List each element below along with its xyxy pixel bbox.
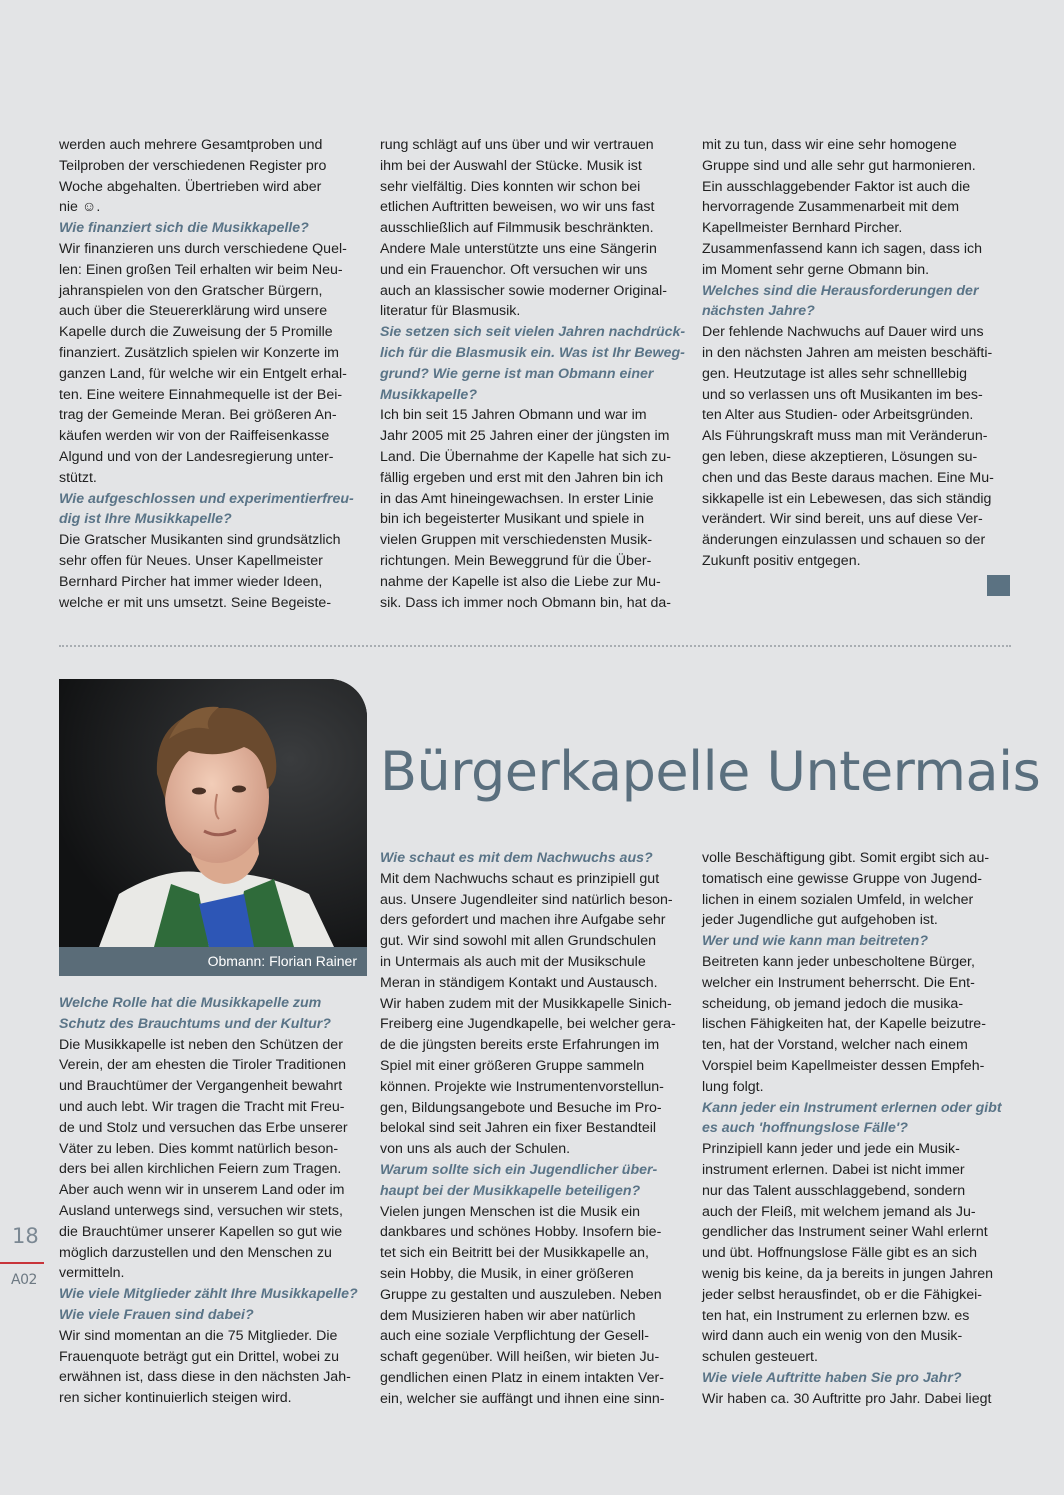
text-line: nahme der Kapelle ist also die Liebe zur Mu- <box>380 573 661 590</box>
text-line: welche er mit uns umsetzt. Seine Begeiste- <box>59 594 332 611</box>
text-line: tomatisch eine gewisse Gruppe von Jugend- <box>702 870 982 887</box>
text-line: Wir haben zudem mit der Musikkapelle Sinich- <box>380 995 672 1012</box>
text-line: und ein Frauenchor. Oft versuchen wir uns <box>380 261 648 278</box>
question-line: lich für die Blasmusik ein. Was ist Ihr Beweg- <box>380 344 685 361</box>
question-line: Welches sind die Herausforderungen der <box>702 282 979 299</box>
text-line: lung folgt. <box>702 1078 764 1095</box>
question-line: Schutz des Brauchtums und der Kultur? <box>59 1015 331 1032</box>
text-line: ten, hat der Vorstand, welcher nach einem <box>702 1037 968 1054</box>
text-line: in den nächsten Jahren am meisten beschäfti- <box>702 344 993 361</box>
text-line: scheidung, ob jemand jedoch die musika- <box>702 995 964 1012</box>
bottom-column-1 <box>59 993 358 1409</box>
end-of-article-square <box>987 575 1010 596</box>
question-line: Wie viele Auftritte haben Sie pro Jahr? <box>702 1369 962 1386</box>
page-number-rule <box>0 1262 44 1264</box>
text-line: Als Führungskraft muss man mit Veränderun- <box>702 428 988 445</box>
text-line: Andere Male unterstützte uns eine Sängerin <box>380 240 657 257</box>
text-line: Verein, der am ehesten die Tiroler Traditionen <box>59 1057 347 1074</box>
text-line: käufen werden wir von der Raiffeisenkasse <box>59 428 330 445</box>
text-line: ganzen Land, für welche wir ein Entgelt erhal- <box>59 365 347 382</box>
text-line: Ich bin seit 15 Jahren Obmann und war im <box>380 407 647 424</box>
text-line: gen. Heutzutage ist alles sehr schnelllebig <box>702 365 967 382</box>
text-line: Land. Die Übernahme der Kapelle hat sich zu- <box>380 448 672 465</box>
text-line: etlichen Auftritten beweisen, wo wir uns fast <box>380 199 655 216</box>
text-line: ein, welcher sie auffängt und ihnen eine sinn- <box>380 1390 665 1407</box>
text-line: instrument erlernen. Dabei ist nicht immer <box>702 1161 965 1178</box>
text-line: ten. Eine weitere Einnahmequelle ist der Bei- <box>59 386 343 403</box>
text-line: gendlichen einen Platz in einem intakten Ver- <box>380 1369 664 1386</box>
text-line: sikkapelle ist ein Lebewesen, das sich ständig <box>702 490 992 507</box>
text-line: nie ☺. <box>59 199 101 216</box>
text-line: Die Musikkapelle ist neben den Schützen der <box>59 1036 343 1053</box>
bottom-column-2 <box>380 848 676 1410</box>
text-line: Der fehlende Nachwuchs auf Dauer wird uns <box>702 324 984 341</box>
text-line: und übt. Hoffnungslose Fälle gibt es an sich <box>702 1245 977 1262</box>
text-line: Wir sind momentan an die 75 Mitglieder. Die <box>59 1327 338 1344</box>
text-line: auch über die Steuererklärung wird unsere <box>59 303 328 320</box>
text-line: de die jüngsten bereits erste Erfahrungen im <box>380 1037 660 1054</box>
text-line: welcher ein Instrument beherrscht. Die Ent- <box>702 974 975 991</box>
text-line: tet sich ein Beitritt bei der Musikkapelle an, <box>380 1245 649 1262</box>
text-line: und auch lebt. Wir tragen die Tracht mit Freu- <box>59 1098 345 1115</box>
top-column-2 <box>380 135 685 613</box>
text-line: jahranspielen von den Gratscher Bürgern, <box>59 282 323 299</box>
text-line: erwähnen ist, dass diese in den nächsten Jah- <box>59 1369 351 1386</box>
question-line: Wie viele Frauen sind dabei? <box>59 1306 254 1323</box>
text-line: len: Einen großen Teil erhalten wir beim Neu- <box>59 261 343 278</box>
text-line: Gruppe sind und alle sehr gut harmonieren. <box>702 157 976 174</box>
text-line: schaft gegenüber. Will heißen, wir bieten Ju- <box>380 1349 660 1366</box>
text-line: Wir haben ca. 30 Auftritte pro Jahr. Dabei liegt <box>702 1390 992 1407</box>
text-line: nur das Talent ausschlaggebend, sondern <box>702 1182 966 1199</box>
question-line: Wie finanziert sich die Musikkapelle? <box>59 220 309 237</box>
text-line: ders bei allen kirchlichen Feiern zum Tragen. <box>59 1161 342 1178</box>
question-line: Wie aufgeschlossen und experimentierfreu- <box>59 490 354 507</box>
question-line: dig ist Ihre Musikkapelle? <box>59 511 232 528</box>
text-line: gen, Bildungsangebote und Besuche im Pro- <box>380 1099 662 1116</box>
text-line: dem Musizieren haben wir aber natürlich <box>380 1307 636 1324</box>
text-line: sehr vielfältig. Dies konnten wir schon bei <box>380 178 641 195</box>
text-line: änderungen einzulassen und schauen so der <box>702 532 986 549</box>
portrait-photo <box>59 679 367 947</box>
text-line: Zukunft positiv entgegen. <box>702 552 861 569</box>
text-line: lischen Fähigkeiten hat, der Kapelle beizutre- <box>702 1016 986 1033</box>
bottom-column-3 <box>702 848 1002 1410</box>
question-line: Welche Rolle hat die Musikkapelle zum <box>59 995 322 1011</box>
text-line: in das Amt hineingewachsen. In erster Linie <box>380 490 654 507</box>
text-line: auch an klassischer sowie moderner Original- <box>380 282 668 299</box>
text-line: Meran in ständigem Kontakt und Austausch. <box>380 974 658 991</box>
text-line: chen und das Beste daraus machen. Eine Mu- <box>702 469 994 486</box>
text-line: ten Alter aus Studien- oder Arbeitsgründen. <box>702 407 974 424</box>
text-line: die Brauchtümer unserer Kapellen so gut wie <box>59 1223 343 1240</box>
text-line: jeder selbst herausfindet, ob er die Fähigkei- <box>702 1286 982 1303</box>
text-line: schulen gesteuert. <box>702 1349 818 1366</box>
text-line: ren sicher kontinuierlich steigen wird. <box>59 1390 292 1407</box>
text-line: Mit dem Nachwuchs schaut es prinzipiell gut <box>380 870 660 887</box>
text-line: in Untermais als auch mit der Musikschule <box>380 953 646 970</box>
text-line: ten hat, ein Instrument zu erlernen bzw. es <box>702 1307 970 1324</box>
text-line: wird dann auch ein wenig von den Musik- <box>702 1328 963 1345</box>
text-line: volle Beschäftigung gibt. Somit ergibt sich au- <box>702 850 990 866</box>
text-line: ihm bei der Auswahl der Stücke. Musik ist <box>380 157 642 174</box>
text-line: ders gefordert und machen ihre Aufgabe sehr <box>380 912 666 929</box>
question-line: nächsten Jahre? <box>702 303 815 320</box>
top-column-1 <box>59 135 354 613</box>
question-line: Musikkapelle? <box>380 386 477 403</box>
text-line: belokal sind seit Jahren ein fixer Bestandteil <box>380 1120 657 1137</box>
text-line: werden auch mehrere Gesamtproben und <box>59 137 323 153</box>
text-line: finanziert. Zusätzlich spielen wir Konzerte im <box>59 344 339 361</box>
question-line: Wie viele Mitglieder zählt Ihre Musikkapelle? <box>59 1286 358 1303</box>
text-line: jeder Jugendliche gut aufgehoben ist. <box>702 912 938 929</box>
text-line: und Brauchtümer der Vergangenheit bewahrt <box>59 1078 343 1095</box>
text-line: Gruppe zu gestalten und auszuleben. Neben <box>380 1286 662 1303</box>
text-line: Beitreten kann jeder unbescholtene Bürger, <box>702 953 975 970</box>
text-line: Väter zu leben. Dies kommt natürlich beson- <box>59 1140 339 1157</box>
text-line: auch eine soziale Verpflichtung der Gesell- <box>380 1328 649 1345</box>
text-line: mit zu tun, dass wir eine sehr homogene <box>702 137 957 153</box>
text-line: hervorragende Zusammenarbeit mit dem <box>702 199 960 216</box>
question-line: es auch 'hoffnungslose Fälle'? <box>702 1120 908 1137</box>
section-divider <box>59 645 1011 647</box>
question-line: Wer und wie kann man beitreten? <box>702 933 928 950</box>
text-line: Die Gratscher Musikanten sind grundsätzlich <box>59 532 341 549</box>
text-line: auch der Fleiß, mit welchem jemand als Ju- <box>702 1203 976 1220</box>
text-line: sik. Dass ich immer noch Obmann bin, hat da- <box>380 594 671 611</box>
text-line: ausschließlich auf Filmmusik beschränkten. <box>380 220 654 237</box>
text-line: gen leben, diese akzeptieren, Lösungen su- <box>702 448 978 465</box>
text-line: dankbares und schönes Hobby. Insofern bie- <box>380 1224 662 1241</box>
text-line: und so verlassen uns oft Musikanten im bes- <box>702 386 983 403</box>
page-number: 18 <box>12 1224 39 1248</box>
text-line: Spiel mit einer größeren Gruppe sammeln <box>380 1057 645 1074</box>
photo-caption-bar <box>59 947 367 976</box>
text-line: stützt. <box>59 469 97 486</box>
text-line: Freiberg eine Jugendkapelle, bei welcher gera- <box>380 1016 676 1033</box>
text-line: möglich darzustellen und den Menschen zu <box>59 1244 332 1261</box>
text-line: gendlicher das Instrument seiner Wahl erlernt <box>702 1224 988 1241</box>
text-line: fällig ergeben und erst mit den Jahren bin ich <box>380 469 664 486</box>
text-line: Ein ausschlaggebender Faktor ist auch die <box>702 178 971 195</box>
text-line: vermitteln. <box>59 1265 125 1282</box>
text-line: Vielen jungen Menschen ist die Musik ein <box>380 1203 640 1220</box>
text-line: Prinzipiell kann jeder und jede ein Musik- <box>702 1141 960 1158</box>
text-line: vielen Gruppen mit verschiedensten Musik- <box>380 532 653 549</box>
text-line: Wir finanzieren uns durch verschiedene Quel- <box>59 240 347 257</box>
text-line: rung schlägt auf uns über und wir vertrauen <box>380 137 654 153</box>
text-line: Zusammenfassend kann ich sagen, dass ich <box>702 240 982 257</box>
text-line: richtungen. Mein Beweggrund für die Über- <box>380 552 652 569</box>
question-line: haupt bei der Musikkapelle beteiligen? <box>380 1182 641 1199</box>
text-line: Jahr 2005 mit 25 Jahren einer der jüngsten im <box>380 428 670 445</box>
text-line: literatur für Blasmusik. <box>380 303 521 320</box>
article-headline: Bürgerkapelle Untermais <box>380 740 1041 803</box>
text-line: Vorspiel beim Kapellmeister dessen Empfeh- <box>702 1057 985 1074</box>
text-line: sein Hobby, die Musik, in einer größeren <box>380 1265 634 1282</box>
question-line: Sie setzen sich seit vielen Jahren nachdrück- <box>380 324 686 341</box>
text-line: Woche abgehalten. Übertrieben wird aber <box>59 178 322 195</box>
text-line: Kapelle durch die Zuweisung der 5 Promille <box>59 324 333 341</box>
text-line: von uns als auch der Schulen. <box>380 1141 571 1158</box>
text-line: können. Projekte wie Instrumentenvorstellun- <box>380 1078 664 1095</box>
text-line: sehr offen für Neues. Unser Kapellmeister <box>59 552 323 569</box>
question-line: Kann jeder ein Instrument erlernen oder gibt <box>702 1099 1002 1116</box>
question-line: Wie schaut es mit dem Nachwuchs aus? <box>380 850 653 866</box>
text-line: Kapellmeister Bernhard Pircher. <box>702 220 903 237</box>
text-line: de und Stolz und versuchen das Erbe unserer <box>59 1119 348 1136</box>
photo-caption: Obmann: Florian Rainer <box>207 953 357 969</box>
text-line: Ausland unterwegs sind, versuchen wir stets, <box>59 1202 343 1219</box>
text-line: wenig bis keine, da ja bereits in jungen Jahren <box>702 1265 994 1282</box>
text-line: trag der Gemeinde Meran. Bei größeren An- <box>59 407 337 424</box>
text-line: verändert. Wir sind bereit, uns auf diese Ver- <box>702 511 983 528</box>
text-line: Teilproben der verschiedenen Register pro <box>59 157 327 174</box>
text-line: Frauenquote beträgt gut ein Drittel, wobei zu <box>59 1348 339 1365</box>
text-line: lichen in einem sozialen Umfeld, in welcher <box>702 891 974 908</box>
text-line: gut. Wir sind sowohl mit allen Grundschulen <box>380 933 656 950</box>
question-line: Warum sollte sich ein Jugendlicher über- <box>380 1161 658 1178</box>
question-line: grund? Wie gerne ist man Obmann einer <box>380 365 654 382</box>
text-line: Aber auch wenn wir in unserem Land oder im <box>59 1182 345 1199</box>
text-line: bin ich begeisterter Musikant und spiele in <box>380 511 645 528</box>
issue-code: A02 <box>11 1272 37 1288</box>
text-line: aus. Unsere Jugendleiter sind natürlich beson- <box>380 891 673 908</box>
top-column-3 <box>702 135 994 572</box>
text-line: Bernhard Pircher hat immer wieder Ideen, <box>59 573 323 590</box>
text-line: im Moment sehr gerne Obmann bin. <box>702 261 930 278</box>
text-line: Algund und von der Landesregierung unter- <box>59 448 334 465</box>
